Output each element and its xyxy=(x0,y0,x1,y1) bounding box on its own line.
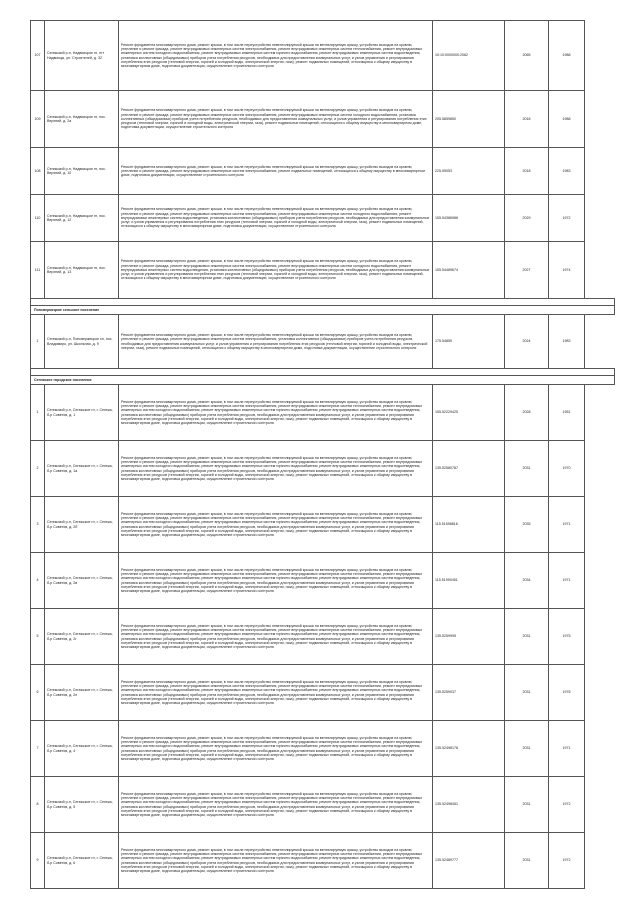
address-cell: Сегежский р-н, Сегежское гп, г. Сегежа, б-р Советов, д. 2в xyxy=(45,553,119,609)
row-number-cell: 3 xyxy=(31,497,45,553)
address-cell: Сегежский р-н, Сегежское гп, г. Сегежа, б-р Советов, д. 5 xyxy=(45,777,119,833)
section-header-row xyxy=(31,376,615,385)
document-page xyxy=(30,20,614,889)
build-year-cell: 1975 xyxy=(549,609,585,665)
row-number-cell: 2 xyxy=(31,441,45,497)
group-spacer xyxy=(31,299,615,306)
row-number-cell: 108 xyxy=(31,148,45,195)
row-number-cell: 6 xyxy=(31,665,45,721)
address-cell: Сегежский р-н, Надвоицкое гп, пгт Надвоицы, ул. Строителей, д. 32 xyxy=(45,21,119,91)
build-year-cell: 1971 xyxy=(549,553,585,609)
planned-year-cell: 2031 xyxy=(505,665,549,721)
works-description-cell: Ремонт фундамента многоквартирного дома, ремонт крыши, в том числе переустройство невентилируемой крыши на вентилируемую крышу, устройство выходов на кровлю, утепление и ремонт фасада, ремонт внутридомовых инженерных систем электроснабжения, ремонт внутридомовых инженерных систем холодного водоснабжения, ремонт внутридомовых инженерных систем водоотведения, установка коллективных (общедомовых) приборов учета потребления ресурсов, необходимых для предоставления коммунальных услуг, и узлов управления и регулирования потребления этих ресурсов (тепловой энергии, горячей и холодной воды, электрической энергии, газа), ремонт подвальных помещений, относящихся к общему имуществу в многоквартирном доме, подготовка документации, осуществление строительного контроля xyxy=(119,195,433,242)
cadastral-value-cell: 175.54859 xyxy=(433,315,505,369)
address-cell: Сегежский р-н, Сегежское гп, г. Сегежа, б-р Советов, д. 4 xyxy=(45,721,119,777)
cadastral-value-cell: 135.5259037 xyxy=(433,665,505,721)
planned-year-cell: 2024 xyxy=(505,315,549,369)
works-description-cell: Ремонт фундамента многоквартирного дома, ремонт крыши, в том числе переустройство невентилируемой крыши на вентилируемую крышу, устройство выходов на кровлю, утепление и ремонт фасада, ремонт внутридомовых инженерных систем электроснабжения, ремонт внутридомовых инженерных систем холодного водоснабжения, ремонт внутридомовых инженерных систем водоотведения, установка коллективных (общедомовых) приборов учета потребления ресурсов, необходимых для предоставления коммунальных услуг, и узлов управления и регулирования потребления этих ресурсов (тепловой энергии, горячей и холодной воды, электрической энергии, газа), ремонт подвальных помещений, относящихся к общему имуществу в многоквартирном доме, подготовка документации, осуществление строительного контроля xyxy=(119,242,433,299)
section-title: Сегежское городское поселение xyxy=(31,376,615,385)
build-year-cell: 1983 xyxy=(549,148,585,195)
address-cell: Сегежский р-н, Надвоицкое гп, пос. Верхний, д. 13 xyxy=(45,242,119,299)
cadastral-value-cell: 135.5259995 xyxy=(433,609,505,665)
table-row xyxy=(31,148,615,195)
build-year-cell: 1971 xyxy=(549,497,585,553)
section-title: Попсвержецкое сельское поселение xyxy=(31,306,615,315)
row-number-cell: 1 xyxy=(31,385,45,441)
table-row xyxy=(31,721,615,777)
table-row xyxy=(31,441,615,497)
address-cell: Сегежский р-н, Сегежское гп, г. Сегежа, б-р Советов, д. 6 xyxy=(45,833,119,889)
cadastral-value-cell: 135.52580787 xyxy=(433,441,505,497)
table-row xyxy=(31,385,615,441)
cadastral-value-cell: 115.51990451 xyxy=(433,553,505,609)
table-row xyxy=(31,21,615,91)
works-description-cell: Ремонт фундамента многоквартирного дома, ремонт крыши, в том числе переустройство невентилируемой крыши на вентилируемую крышу, устройство выходов на кровлю, утепление и ремонт фасада, ремонт внутридомовых инженерных систем электроснабжения, ремонт внутридомовых инженерных систем теплоснабжения, ремонт внутридомовых инженерных систем холодного водоснабжения, ремонт внутридомовых инженерных систем горячего водоснабжения, ремонт внутридомовых инженерных систем водоотведения, установка коллективных (общедомовых) приборов учета потребления ресурсов, необходимых для предоставления коммунальных услуг, и узлов управления и регулирования потребления этих ресурсов (тепловой энергии, горячей и холодной воды, электрической энергии, газа), ремонт подвальных помещений, относящихся к общему имуществу в многоквартирном доме, подготовка документации, осуществление строительного контроля xyxy=(119,21,433,91)
row-number-cell: 111 xyxy=(31,242,45,299)
works-description-cell: Ремонт фундамента многоквартирного дома, ремонт крыши, в том числе переустройство невентилируемой крыши на вентилируемую крышу, устройство выходов на кровлю, утепление и ремонт фасада, ремонт внутридомовых инженерных систем электроснабжения, ремонт внутридомовых инженерных систем холодного водоснабжения, установка коллективных (общедомовых) приборов учета потребления ресурсов, необходимых для предоставления коммунальных услуг, и узлов управления и регулирования потребления этих ресурсов (тепловой энергии, горячей и холодной воды, электрической энергии, газа), ремонт подвальных помещений, относящихся к общему имуществу в многоквартирном доме, подготовка документации, осуществление строительного контроля xyxy=(119,91,433,148)
planned-year-cell: 2018 xyxy=(505,148,549,195)
cadastral-value-cell: 135.52489777 xyxy=(433,833,505,889)
cadastral-value-cell: 155.54386986 xyxy=(433,195,505,242)
table-row xyxy=(31,777,615,833)
build-year-cell: 1970 xyxy=(549,441,585,497)
planned-year-cell: 2027 xyxy=(505,242,549,299)
planned-year-cell: 2034 xyxy=(505,553,549,609)
cadastral-value-cell: 155.52229425 xyxy=(433,385,505,441)
build-year-cell: 1974 xyxy=(549,242,585,299)
works-description-cell: Ремонт фундамента многоквартирного дома, ремонт крыши, в том числе переустройство невентилируемой крыши на вентилируемую крышу, устройство выходов на кровлю, утепление и ремонт фасада, ремонт внутридомовых инженерных систем электроснабжения, ремонт внутридомовых инженерных систем теплоснабжения, ремонт внутридомовых инженерных систем холодного водоснабжения, ремонт внутридомовых инженерных систем горячего водоснабжения, ремонт внутридомовых инженерных систем водоотведения, установка коллективных (общедомовых) приборов учета потребления ресурсов, необходимых для предоставления коммунальных услуг, и узлов управления и регулирования потребления этих ресурсов (тепловой энергии, горячей и холодной воды, электрической энергии, газа), ремонт подвальных помещений, относящихся к общему имуществу в многоквартирном доме, подготовка документации, осуществление строительного контроля xyxy=(119,833,433,889)
works-description-cell: Ремонт фундамента многоквартирного дома, ремонт крыши, в том числе переустройство невентилируемой крыши на вентилируемую крышу, устройство выходов на кровлю, утепление и ремонт фасада, ремонт внутридомовых инженерных систем электроснабжения, ремонт внутридомовых инженерных систем теплоснабжения, ремонт внутридомовых инженерных систем холодного водоснабжения, ремонт внутридомовых инженерных систем горячего водоснабжения, ремонт внутридомовых инженерных систем водоотведения, установка коллективных (общедомовых) приборов учета потребления ресурсов, необходимых для предоставления коммунальных услуг, и узлов управления и регулирования потребления этих ресурсов (тепловой энергии, горячей и холодной воды, электрической энергии, газа), ремонт подвальных помещений, относящихся к общему имуществу в многоквартирном доме, подготовка документации, осуществление строительного контроля xyxy=(119,497,433,553)
works-description-cell: Ремонт фундамента многоквартирного дома, ремонт крыши, в том числе переустройство невентилируемой крыши на вентилируемую крышу, устройство выходов на кровлю, утепление и ремонт фасада, ремонт внутридомовых инженерных систем электроснабжения, ремонт внутридомовых инженерных систем теплоснабжения, ремонт внутридомовых инженерных систем холодного водоснабжения, ремонт внутридомовых инженерных систем горячего водоснабжения, ремонт внутридомовых инженерных систем водоотведения, установка коллективных (общедомовых) приборов учета потребления ресурсов, необходимых для предоставления коммунальных услуг, и узлов управления и регулирования потребления этих ресурсов (тепловой энергии, горячей и холодной воды, электрической энергии, газа), ремонт подвальных помещений, относящихся к общему имуществу в многоквартирном доме, подготовка документации, осуществление строительного контроля xyxy=(119,665,433,721)
table-row xyxy=(31,609,615,665)
build-year-cell: 1972 xyxy=(549,833,585,889)
table-row xyxy=(31,833,615,889)
works-description-cell: Ремонт фундамента многоквартирного дома, ремонт крыши, в том числе переустройство невентилируемой крыши на вентилируемую крышу, устройство выходов на кровлю, утепление и ремонт фасада, ремонт внутридомовых инженерных систем электроснабжения, ремонт внутридомовых инженерных систем теплоснабжения, ремонт внутридомовых инженерных систем холодного водоснабжения, ремонт внутридомовых инженерных систем горячего водоснабжения, ремонт внутридомовых инженерных систем водоотведения, установка коллективных (общедомовых) приборов учета потребления ресурсов, необходимых для предоставления коммунальных услуг, и узлов управления и регулирования потребления этих ресурсов (тепловой энергии, горячей и холодной воды, электрической энергии, газа), ремонт подвальных помещений, относящихся к общему имуществу в многоквартирном доме, подготовка документации, осуществление строительного контроля xyxy=(119,553,433,609)
row-number-cell: 107 xyxy=(31,21,45,91)
planned-year-cell: 2031 xyxy=(505,441,549,497)
cadastral-value-cell: 225.59053 xyxy=(433,148,505,195)
build-year-cell: 1972 xyxy=(549,195,585,242)
cadastral-value-cell: 155.54489674 xyxy=(433,242,505,299)
row-number-cell: 7 xyxy=(31,721,45,777)
spacer-cell xyxy=(31,299,615,306)
row-number-cell: 109 xyxy=(31,91,45,148)
capital-repair-table xyxy=(30,20,615,889)
table-row xyxy=(31,665,615,721)
build-year-cell: 1983 xyxy=(549,315,585,369)
planned-year-cell: 2031 xyxy=(505,721,549,777)
cadastral-value-cell: 205.5859850 xyxy=(433,91,505,148)
address-cell: Сегежский р-н, Надвоицкое гп, пос. Верхний, д. 10 xyxy=(45,148,119,195)
group-spacer xyxy=(31,369,615,376)
section-header-row xyxy=(31,306,615,315)
planned-year-cell: 2065 xyxy=(505,21,549,91)
build-year-cell: 1971 xyxy=(549,721,585,777)
table-row xyxy=(31,553,615,609)
address-cell: Сегежский р-н, Надвоицкое гп, пос. Верхний, д. 12 xyxy=(45,195,119,242)
works-description-cell: Ремонт фундамента многоквартирного дома, ремонт крыши, в том числе переустройство невентилируемой крыши на вентилируемую крышу, устройство выходов на кровлю, утепление и ремонт фасада, ремонт внутридомовых инженерных систем электроснабжения, ремонт внутридомовых инженерных систем теплоснабжения, ремонт внутридомовых инженерных систем холодного водоснабжения, ремонт внутридомовых инженерных систем горячего водоснабжения, ремонт внутридомовых инженерных систем водоотведения, установка коллективных (общедомовых) приборов учета потребления ресурсов, необходимых для предоставления коммунальных услуг, и узлов управления и регулирования потребления этих ресурсов (тепловой энергии, горячей и холодной воды, электрической энергии, газа), ремонт подвальных помещений, относящихся к общему имуществу в многоквартирном доме, подготовка документации, осуществление строительного контроля xyxy=(119,609,433,665)
address-cell: Сегежский р-н, Надвоицкое гп, пос. Верхний, д. 2а xyxy=(45,91,119,148)
address-cell: Сегежский р-н, Сегежское гп, г. Сегежа, б-р Советов, д. 2г xyxy=(45,609,119,665)
address-cell: Сегежский р-н, Попсвержецкое сп, пос. Владимиро, ул. Школьная, д. 9 xyxy=(45,315,119,369)
table-body xyxy=(31,21,615,889)
row-number-cell: 4 xyxy=(31,553,45,609)
planned-year-cell: 2031 xyxy=(505,833,549,889)
address-cell: Сегежский р-н, Сегежское гп, г. Сегежа, б-р Советов, д. 1 xyxy=(45,385,119,441)
address-cell: Сегежский р-н, Сегежское гп, г. Сегежа, б-р Советов, д. 2б xyxy=(45,497,119,553)
address-cell: Сегежский р-н, Сегежское гп, г. Сегежа, б-р Советов, д. 1а xyxy=(45,441,119,497)
cadastral-value-cell: 115.51598816 xyxy=(433,497,505,553)
table-row xyxy=(31,497,615,553)
cadastral-value-cell: 10:10:0000000:2062 xyxy=(433,21,505,91)
cadastral-value-cell: 135.52498178 xyxy=(433,721,505,777)
build-year-cell: 1988 xyxy=(549,91,585,148)
planned-year-cell: 2029 xyxy=(505,195,549,242)
row-number-cell: 110 xyxy=(31,195,45,242)
works-description-cell: Ремонт фундамента многоквартирного дома, ремонт крыши, в том числе переустройство невентилируемой крыши на вентилируемую крышу, устройство выходов на кровлю, утепление и ремонт фасада, ремонт внутридомовых инженерных систем электроснабжения, ремонт внутридомовых инженерных систем теплоснабжения, ремонт внутридомовых инженерных систем холодного водоснабжения, ремонт внутридомовых инженерных систем горячего водоснабжения, ремонт внутридомовых инженерных систем водоотведения, установка коллективных (общедомовых) приборов учета потребления ресурсов, необходимых для предоставления коммунальных услуг, и узлов управления и регулирования потребления этих ресурсов (тепловой энергии, горячей и холодной воды, электрической энергии, газа), ремонт подвальных помещений, относящихся к общему имуществу в многоквартирном доме, подготовка документации, осуществление строительного контроля xyxy=(119,721,433,777)
planned-year-cell: 2028 xyxy=(505,385,549,441)
row-number-cell: 8 xyxy=(31,777,45,833)
build-year-cell: 1951 xyxy=(549,385,585,441)
table-row xyxy=(31,315,615,369)
table-row xyxy=(31,91,615,148)
row-number-cell: 5 xyxy=(31,609,45,665)
works-description-cell: Ремонт фундамента многоквартирного дома, ремонт крыши, в том числе переустройство невентилируемой крыши на вентилируемую крышу, устройство выходов на кровлю, утепление и ремонт фасада, ремонт внутридомовых инженерных систем электроснабжения, установка коллективных (общедомовых) приборов учета потребления ресурсов, необходимых для предоставления коммунальных услуг, и узлов управления и регулирования потребления этих ресурсов (тепловой энергии, горячей и холодной воды, электрической энергии, газа), ремонт подвальных помещений, относящихся к общему имуществу в многоквартирном доме, подготовка документации, осуществление строительного контроля xyxy=(119,315,433,369)
build-year-cell: 1988 xyxy=(549,21,585,91)
planned-year-cell: 2031 xyxy=(505,609,549,665)
build-year-cell: 1976 xyxy=(549,665,585,721)
works-description-cell: Ремонт фундамента многоквартирного дома, ремонт крыши, в том числе переустройство невентилируемой крыши на вентилируемую крышу, устройство выходов на кровлю, утепление и ремонт фасада, ремонт внутридомовых инженерных систем электроснабжения, ремонт внутридомовых инженерных систем теплоснабжения, ремонт внутридомовых инженерных систем холодного водоснабжения, ремонт внутридомовых инженерных систем горячего водоснабжения, ремонт внутридомовых инженерных систем водоотведения, установка коллективных (общедомовых) приборов учета потребления ресурсов, необходимых для предоставления коммунальных услуг, и узлов управления и регулирования потребления этих ресурсов (тепловой энергии, горячей и холодной воды, электрической энергии, газа), ремонт подвальных помещений, относящихся к общему имуществу в многоквартирном доме, подготовка документации, осуществление строительного контроля xyxy=(119,441,433,497)
planned-year-cell: 2018 xyxy=(505,91,549,148)
cadastral-value-cell: 135.52498451 xyxy=(433,777,505,833)
table-row xyxy=(31,195,615,242)
row-number-cell: 1 xyxy=(31,315,45,369)
works-description-cell: Ремонт фундамента многоквартирного дома, ремонт крыши, в том числе переустройство невентилируемой крыши на вентилируемую крышу, устройство выходов на кровлю, утепление и ремонт фасада, ремонт внутридомовых инженерных систем электроснабжения, ремонт внутридомовых инженерных систем теплоснабжения, ремонт внутридомовых инженерных систем холодного водоснабжения, ремонт внутридомовых инженерных систем горячего водоснабжения, ремонт внутридомовых инженерных систем водоотведения, установка коллективных (общедомовых) приборов учета потребления ресурсов, необходимых для предоставления коммунальных услуг, и узлов управления и регулирования потребления этих ресурсов (тепловой энергии, горячей и холодной воды, электрической энергии, газа), ремонт подвальных помещений, относящихся к общему имуществу в многоквартирном доме, подготовка документации, осуществление строительного контроля xyxy=(119,777,433,833)
table-row xyxy=(31,242,615,299)
works-description-cell: Ремонт фундамента многоквартирного дома, ремонт крыши, в том числе переустройство невентилируемой крыши на вентилируемую крышу, устройство выходов на кровлю, утепление и ремонт фасада, ремонт внутридомовых инженерных систем электроснабжения, ремонт внутридомовых инженерных систем теплоснабжения, ремонт внутридомовых инженерных систем холодного водоснабжения, ремонт внутридомовых инженерных систем горячего водоснабжения, ремонт внутридомовых инженерных систем водоотведения, установка коллективных (общедомовых) приборов учета потребления ресурсов, необходимых для предоставления коммунальных услуг, и узлов управления и регулирования потребления этих ресурсов (тепловой энергии, горячей и холодной воды, электрической энергии, газа), ремонт подвальных помещений, относящихся к общему имуществу в многоквартирном доме, подготовка документации, осуществление строительного контроля xyxy=(119,385,433,441)
spacer-cell xyxy=(31,369,615,376)
row-number-cell: 9 xyxy=(31,833,45,889)
build-year-cell: 1972 xyxy=(549,777,585,833)
works-description-cell: Ремонт фундамента многоквартирного дома, ремонт крыши, в том числе переустройство невентилируемой крыши на вентилируемую крышу, устройство выходов на кровлю, утепление и ремонт фасада, ремонт внутридомовых инженерных систем электроснабжения, ремонт подвальных помещений, относящихся к общему имуществу в многоквартирном доме, подготовка документации, осуществление строительного контроля xyxy=(119,148,433,195)
planned-year-cell: 2035 xyxy=(505,497,549,553)
address-cell: Сегежский р-н, Сегежское гп, г. Сегежа, б-р Советов, д. 2е xyxy=(45,665,119,721)
planned-year-cell: 2031 xyxy=(505,777,549,833)
